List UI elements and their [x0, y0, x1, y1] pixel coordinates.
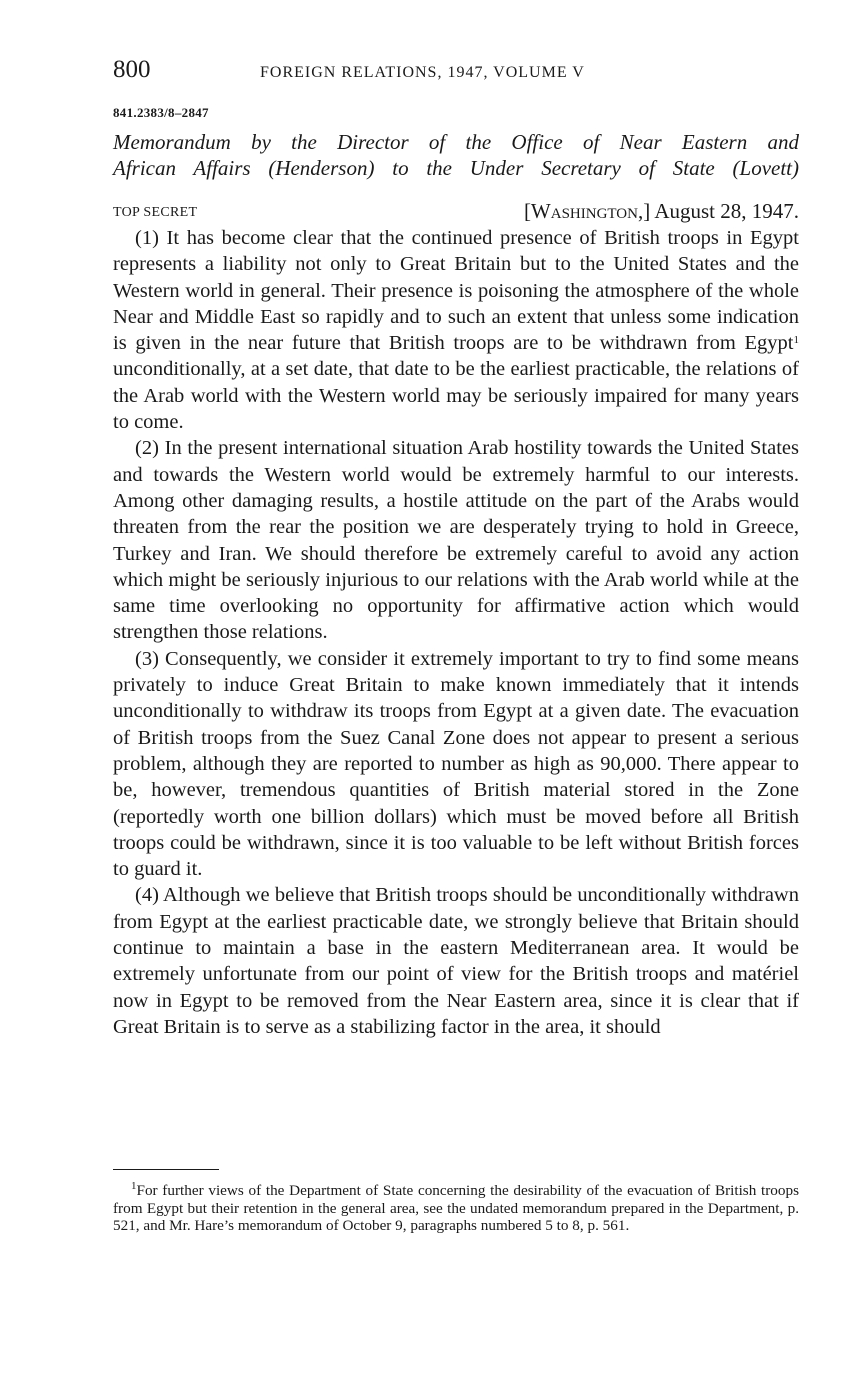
classification-marking: TOP SECRET	[113, 205, 198, 220]
document-title-line-2: African Affairs (Henderson) to the Under Secretary of State (Lovett)	[113, 156, 799, 180]
paragraph-2: (2) In the present international situation Arab hostility towards the United States and towards the Western world would be extremely harmful to our interests. Among other damaging results, a hostile attitude on the part of the Arabs would threaten from the rear the position we are desperately trying to hold in Greece, Turkey and Iran. We should therefore be extremely careful to avoid any action which might be seriously injurious to our relations with the Arab world while at the same time overlooking no opportunity for affirmative action which would strengthen those relations.	[113, 437, 799, 644]
footnote	[113, 1182, 799, 1235]
document-page	[113, 52, 799, 1234]
place: [Washington,]	[523, 199, 651, 223]
running-title: FOREIGN RELATIONS, 1947, VOLUME V	[260, 64, 585, 81]
paragraph-1	[113, 225, 799, 435]
page-number: 800	[113, 56, 151, 83]
document-title-line-1: Memorandum by the Director of the Office of Near Eastern and	[113, 130, 799, 154]
footnote-reference: 1	[793, 334, 799, 347]
paragraph-1-text-continued: unconditionally, at a set date, that date to be the earliest practicable, the relations of the Arab world with the Western world may be seriously impaired for many years to come.	[113, 358, 799, 434]
file-number: 841.2383/8–2847	[113, 105, 209, 120]
paragraph-3: (3) Consequently, we consider it extremely important to try to find some means privately to induce Great Britain to make known immediately that it intends unconditionally to withdraw its troops from Egypt at a given date. The evacuation of British troops from the Suez Canal Zone does not appear to present a serious problem, although they are reported to number as high as 90,000. There appear to be, however, tremendous quantities of British material stored in the Zone (reportedly worth one billion dollars) which must be moved before all British troops could be withdrawn, since it is too valuable to be left without British forces to guard it.	[113, 647, 799, 881]
paragraph-1-text: (1) It has become clear that the continued presence of British troops in Egypt represents a liability not only to Great Britain but to the United States and the Western world in general. Their presence is poisoning the atmosphere of the whole Near and Middle East so rapidly and to such an extent that unless some indication is given in the near future that British troops are to be withdrawn from Egypt	[113, 227, 799, 355]
memorandum-body	[113, 225, 799, 1040]
footnote-marker: 1	[131, 1180, 137, 1192]
date: August 28, 1947.	[654, 199, 799, 223]
running-head	[113, 52, 799, 88]
paragraph-4: (4) Although we believe that British troops should be unconditionally withdrawn from Egypt at the earliest practicable date, we strongly believe that Britain should continue to maintain a base in the eastern Mediterranean area. It would be extremely unfortunate from our point of view for the British troops and matériel now in Egypt to be removed from the Near Eastern area, since it is clear that if Great Britain is to serve as a stabilizing factor in the area, it should	[113, 884, 799, 1038]
footnote-divider	[113, 1169, 219, 1170]
footnote-text: For further views of the Department of State concerning the desirability of the evacuation of British troops from Egypt but their retention in the general area, see the undated memorandum prepared in the Department, p. 521, and Mr. Hare’s memorandum of October 9, paragraphs numbered 5 to 8, p. 561.	[113, 1182, 799, 1234]
dateline	[113, 199, 799, 225]
place-and-date	[524, 199, 799, 224]
document-title	[113, 129, 799, 181]
